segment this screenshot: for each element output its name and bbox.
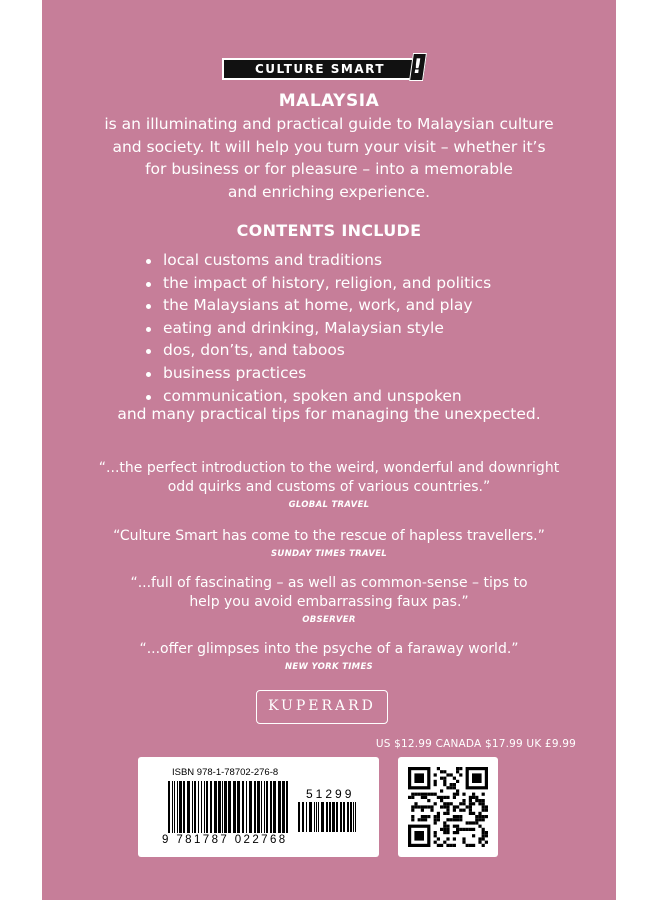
list-item: the Malaysians at home, work, and play bbox=[146, 294, 491, 317]
isbn-label: ISBN 978-1-78702-276-8 bbox=[172, 767, 279, 778]
book-title: MALAYSIA bbox=[278, 91, 380, 111]
list-item: dos, don’ts, and taboos bbox=[146, 339, 491, 362]
list-item: eating and drinking, Malaysian style bbox=[146, 317, 491, 340]
quote-line: “...the perfect introduction to the weird, wonderful and downright bbox=[98, 460, 560, 476]
barcode-bars bbox=[168, 781, 290, 833]
review-quote bbox=[72, 527, 586, 561]
intro-line: and society. It will help you turn your visit – whether it’s bbox=[112, 137, 546, 156]
barcode-digits: 9 781787 022768 bbox=[162, 834, 288, 846]
contents-heading: CONTENTS INCLUDE bbox=[236, 221, 422, 240]
list-item: communication, spoken and unspoken bbox=[146, 385, 491, 408]
quote-line: odd quirks and customs of various countries.” bbox=[167, 479, 491, 495]
review-quote bbox=[72, 459, 586, 512]
contents-list bbox=[146, 249, 491, 407]
quote-source: GLOBAL TRAVEL bbox=[288, 500, 370, 510]
intro-line: and enriching experience. bbox=[227, 182, 431, 201]
intro-line: is an illuminating and practical guide to Malaysian culture bbox=[104, 115, 554, 133]
publisher-logo: KUPERARD bbox=[256, 690, 388, 724]
review-quote bbox=[72, 574, 586, 627]
tips-line: and many practical tips for managing the unexpected. bbox=[117, 405, 541, 423]
quote-line: help you avoid embarrassing faux pas.” bbox=[189, 594, 469, 610]
quote-source: OBSERVER bbox=[302, 615, 356, 625]
qr-code-icon bbox=[408, 767, 488, 847]
qr-code-box bbox=[398, 757, 498, 857]
price-code: 51299 bbox=[306, 787, 355, 801]
list-item: the impact of history, religion, and politics bbox=[146, 272, 491, 295]
intro-line: for business or for pleasure – into a memorable bbox=[145, 160, 513, 178]
list-item: business practices bbox=[146, 362, 491, 385]
isbn-barcode bbox=[138, 757, 379, 857]
price-line: US $12.99 CANADA $17.99 UK £9.99 bbox=[375, 738, 576, 750]
quote-line: “...offer glimpses into the psyche of a faraway world.” bbox=[139, 641, 519, 657]
quote-line: “...full of fascinating – as well as common-sense – tips to bbox=[130, 575, 528, 591]
logo-text: CULTURE SMART bbox=[254, 62, 385, 76]
list-item: local customs and traditions bbox=[146, 249, 491, 272]
quote-source: SUNDAY TIMES TRAVEL bbox=[270, 549, 388, 559]
logo-exclamation-mark: ! bbox=[409, 53, 427, 81]
review-quote bbox=[72, 640, 586, 674]
quote-source: NEW YORK TIMES bbox=[285, 662, 373, 672]
quote-line: “Culture Smart has come to the rescue of hapless travellers.” bbox=[113, 528, 545, 544]
book-back-cover bbox=[42, 0, 616, 900]
intro-paragraph bbox=[82, 113, 576, 203]
culture-smart-logo bbox=[222, 54, 426, 80]
price-code-bars bbox=[298, 802, 358, 832]
